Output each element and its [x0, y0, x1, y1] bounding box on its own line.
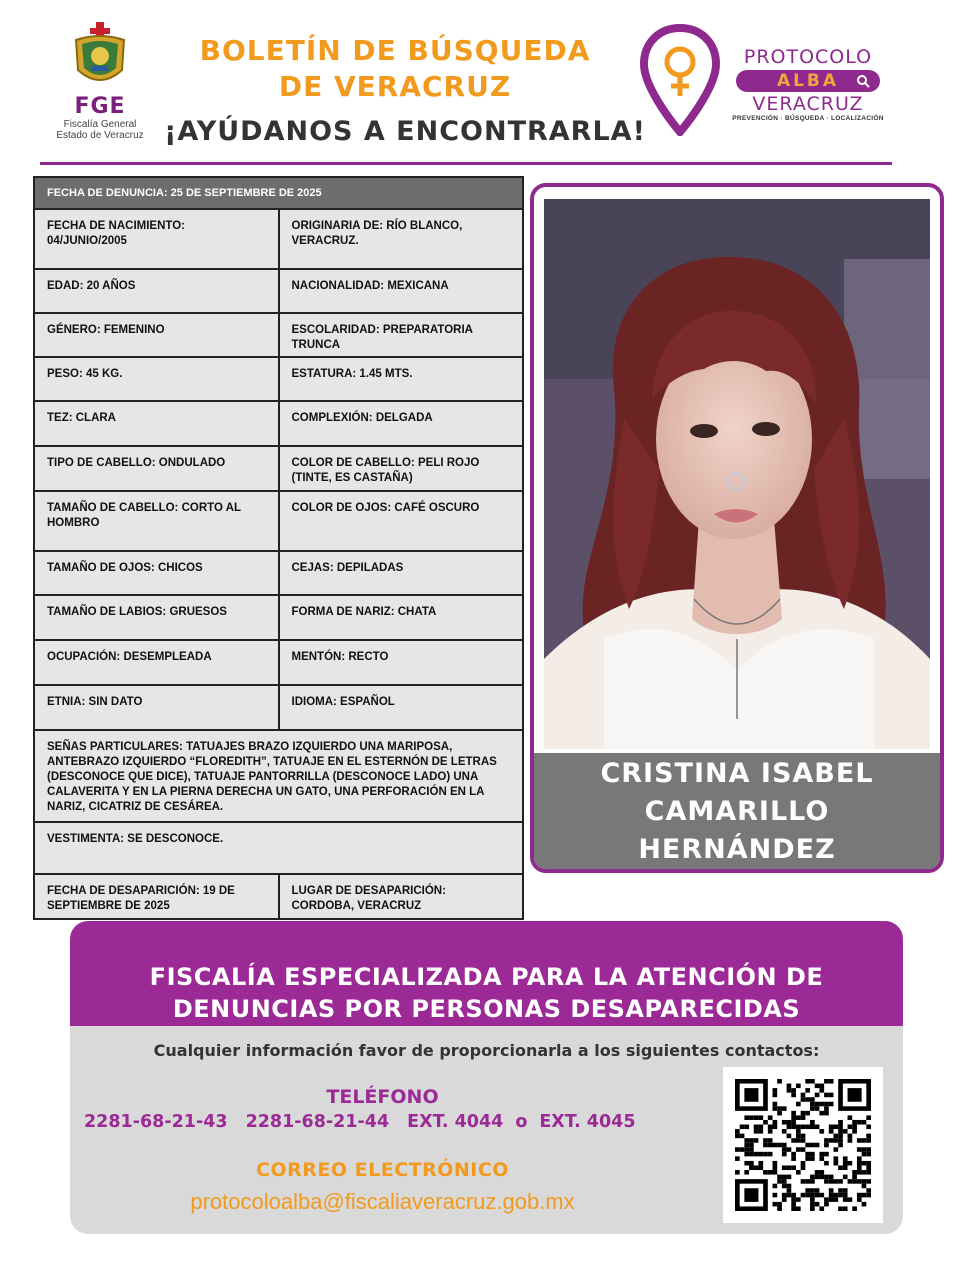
hair-type: TIPO DE CABELLO: ONDULADO	[47, 457, 226, 469]
alba-veracruz-word: VERACRUZ	[752, 93, 864, 115]
eyebrows: CEJAS: DEPILADAS	[278, 552, 523, 594]
report-date: FECHA DE DENUNCIA: 25 DE SEPTIEMBRE DE 2025	[47, 187, 322, 199]
hair-length: TAMAÑO DE CABELLO: CORTO AL HOMBRO	[47, 502, 241, 529]
photo-card	[530, 183, 944, 873]
email-address[interactable]: protocoloalba@fiscaliaveracruz.gob.mx	[190, 1189, 575, 1214]
agency-name-line-1: FISCALÍA ESPECIALIZADA PARA LA ATENCIÓN DE	[149, 963, 824, 991]
table-row	[35, 400, 522, 445]
table-row	[35, 356, 522, 400]
contact-intro: Cualquier información favor de proporcionarla a los siguientes contactos:	[153, 1041, 820, 1060]
table-row	[35, 550, 522, 594]
distinguishing-marks: SEÑAS PARTICULARES: TATUAJES BRAZO IZQUIERDO UNA MARIPOSA, ANTEBRAZO IZQUIERDO “FLOREDITH”, TATUAJE EN EL ESTERNÓN DE LETRAS (DESCONOCE QUE DICE), TATUAJE PANTORRILLA (DESCONOCE LADO) UNA CALAVERITA Y EN LA PIERNA DERECHA UN GATO, UNA PERFORACIÓN EN LA NARIZ, CICATRIZ DE CESÁREA.	[47, 741, 497, 813]
nationality: NACIONALIDAD: MEXICANA	[278, 270, 523, 312]
person-name-line-3: HERNÁNDEZ	[638, 834, 836, 865]
clothing: VESTIMENTA: SE DESCONOCE.	[47, 833, 224, 845]
person-data-table	[33, 176, 524, 920]
alba-protocolo-word: PROTOCOLO	[743, 46, 873, 68]
table-row	[35, 729, 522, 821]
table-row	[35, 490, 522, 550]
alba-pill	[736, 70, 880, 92]
lip-size: TAMAÑO DE LABIOS: GRUESOS	[47, 606, 227, 618]
contact-panel	[70, 921, 903, 1234]
disappearance-place: LUGAR DE DESAPARICIÓN: CORDOBA, VERACRUZ	[278, 875, 523, 918]
magnifier-icon	[856, 74, 870, 88]
table-row	[35, 873, 522, 918]
report-date-row	[35, 178, 522, 208]
table-row	[35, 445, 522, 490]
occupation: OCUPACIÓN: DESEMPLEADA	[47, 651, 212, 663]
education: ESCOLARIDAD: PREPARATORIA TRUNCA	[278, 314, 523, 356]
qr-code-icon[interactable]	[723, 1067, 883, 1223]
alba-tagline: PREVENCIÓN · BÚSQUEDA · LOCALIZACIÓN	[732, 115, 884, 122]
fge-subtitle-2: Estado de Veracruz	[56, 130, 144, 141]
agency-band	[70, 921, 903, 1026]
fge-wordmark: FGE	[74, 94, 126, 119]
table-row	[35, 208, 522, 268]
language: IDIOMA: ESPAÑOL	[278, 686, 523, 729]
disappearance-date: FECHA DE DESAPARICIÓN: 19 DE SEPTIEMBRE DE 2025	[47, 885, 235, 912]
table-row	[35, 268, 522, 312]
origin: ORIGINARIA DE: RÍO BLANCO, VERACRUZ.	[278, 210, 523, 268]
person-name-box	[534, 753, 940, 869]
extension-2: EXT. 4045	[539, 1112, 636, 1132]
bulletin-subtitle: ¡AYÚDANOS A ENCONTRARLA!	[164, 116, 646, 147]
hair-color: COLOR DE CABELLO: PELI ROJO (TINTE, ES CASTAÑA)	[278, 447, 523, 490]
phone-number-1[interactable]: 2281-68-21-43	[84, 1112, 228, 1132]
birth-date: FECHA DE NACIMIENTO: 04/JUNIO/2005	[47, 220, 185, 247]
bulletin-title-line-1: BOLETÍN DE BÚSQUEDA	[199, 34, 591, 67]
extension-or: o	[515, 1112, 528, 1132]
fge-subtitle-1: Fiscalía General	[63, 119, 137, 130]
person-name-line-1: CRISTINA ISABEL	[600, 758, 874, 789]
table-row	[35, 821, 522, 873]
agency-name-line-2: DENUNCIAS POR PERSONAS DESAPARECIDAS	[172, 995, 801, 1023]
age: EDAD: 20 AÑOS	[47, 280, 136, 292]
phone-numbers	[84, 1112, 714, 1132]
protocolo-alba-logo	[640, 24, 890, 144]
table-row	[35, 594, 522, 639]
phone-number-2[interactable]: 2281-68-21-44	[245, 1112, 390, 1132]
person-photo	[544, 199, 930, 749]
header-divider	[40, 162, 892, 165]
veracruz-coat-of-arms-icon	[68, 20, 132, 90]
eye-color: COLOR DE OJOS: CAFÉ OSCURO	[278, 492, 523, 550]
bulletin-title-line-2: DE VERACRUZ	[278, 70, 512, 103]
eye-size: TAMAÑO DE OJOS: CHICOS	[47, 562, 203, 574]
build: COMPLEXIÓN: DELGADA	[278, 402, 523, 445]
table-row	[35, 639, 522, 684]
ethnicity: ETNIA: SIN DATO	[47, 696, 143, 708]
gender: GÉNERO: FEMENINO	[47, 324, 165, 336]
table-row	[35, 312, 522, 356]
phone-label: TELÉFONO	[326, 1086, 439, 1108]
alba-word: ALBA	[776, 71, 840, 91]
table-row	[35, 684, 522, 729]
weight: PESO: 45 KG.	[47, 368, 123, 380]
height: ESTATURA: 1.45 MTS.	[278, 358, 523, 400]
chin: MENTÓN: RECTO	[278, 641, 523, 684]
extension-1: EXT. 4044	[407, 1112, 504, 1132]
location-pin-female-icon	[640, 24, 720, 136]
complexion-tone: TEZ: CLARA	[47, 412, 116, 424]
fge-logo	[48, 20, 152, 152]
email-label: CORREO ELECTRÓNICO	[256, 1159, 509, 1181]
nose-shape: FORMA DE NARIZ: CHATA	[278, 596, 523, 639]
person-name-line-2: CAMARILLO	[644, 796, 830, 827]
